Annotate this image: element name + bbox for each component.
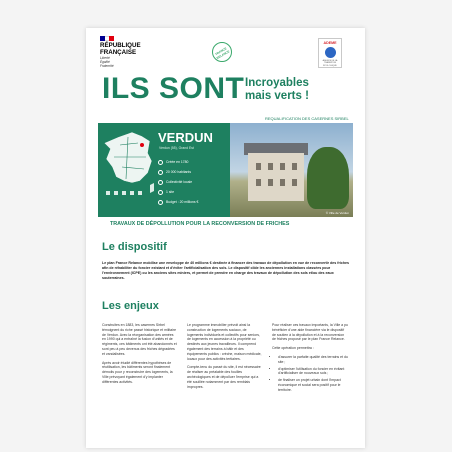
fact-item [158, 167, 216, 177]
key-facts-list [158, 157, 216, 207]
paragraph: Construites en 1883, les casernes Sirbel témoignent du riche passé historique et militaire de Verdun. Avec la réorganisation des armées en 1990 qui a entraîné la fusion d'unités et de régiments, ces bâtiments ont été abandonnés et sont peu à peu devenus des friches dégradées et vandalisées. [102, 323, 177, 356]
fact-text: 1 site [166, 190, 175, 194]
france-map-icon [98, 123, 163, 217]
window [292, 163, 297, 170]
dispositif-text: Le plan France Relance mobilise une enveloppe de 40 millions € destinée à financer des travaux de dépollution en vue de reconvertir des friches afin de réhabiliter du foncier existant et d'éviter l'artificialisation des sols. Le dispositif cible les anciennes installations classées pour l'environnement (ICPE) ou les anciens sites miniers, et permet de prendre en charge des travaux de dépollution des sols et/ou des eaux souterraines. [102, 261, 350, 280]
window [268, 163, 273, 170]
flag-red-band [109, 36, 114, 41]
list-item: • d'assurer la parfaite qualité des terrains et du site ; [278, 355, 348, 365]
fact-text: Créée en 1780 [166, 160, 189, 164]
calendar-icon [158, 160, 163, 165]
ademe-subtitle: AGENCE DE LA TRANSITION ÉCOLOGIQUE [322, 60, 338, 67]
building-facade [248, 153, 304, 201]
dispositif-title: Le dispositif [102, 241, 167, 253]
euro-icon [158, 200, 163, 205]
list-item: • d'optimiser l'utilisation du foncier en évitant d'artificialiser de nouveaux sols ; [278, 367, 348, 377]
republique-francaise-logo [100, 36, 160, 68]
project-banner [98, 123, 353, 217]
fact-item [158, 197, 216, 207]
travaux-heading: TRAVAUX DE DÉPOLLUTION POUR LA RECONVERSION DE FRICHES [110, 221, 290, 227]
photo-caption: © Ville de Verdun [325, 211, 349, 215]
enjeux-column-1 [102, 323, 178, 389]
city-name: VERDUN [158, 130, 213, 145]
casernes-photo [230, 123, 353, 217]
republic-name: RÉPUBLIQUE FRANÇAISE [100, 42, 141, 56]
benefits-list [272, 355, 348, 393]
fact-text: Collectivité locale [166, 180, 193, 184]
fact-text: 20 000 habitants [166, 170, 192, 174]
area-icon [158, 190, 163, 195]
window [268, 179, 273, 186]
city-location: Verdun (55), Grand Est [159, 146, 194, 150]
ademe-logo [318, 38, 342, 68]
ademe-name: ADEME [323, 41, 337, 45]
window [292, 179, 297, 186]
enjeux-column-3 [272, 323, 348, 395]
relance-logo-text: FRANCE RELANCE [214, 46, 231, 61]
tree [307, 147, 349, 209]
paragraph: Compte-tenu du passé du site, il est nécessaire de réaliser au préalable des fouilles archéologiques et de dépolluer l'emprise qui a été souillée notamment par des remblais impropres. [187, 365, 261, 389]
paragraph: Après avoir étudié différentes hypothèses de réutilisation, les bâtiments seront finalement démolis pour y reconstruire des logements, la Ville prévoyant également d'y implanter différentes activités. [102, 360, 173, 384]
window [280, 179, 285, 186]
people-icon [158, 170, 163, 175]
fact-text: Budget : 20 millions € [166, 200, 199, 204]
window [256, 179, 261, 186]
list-item: • de finaliser un projet urbain dont l'impact économique et social sera positif pour le territoire. [278, 378, 348, 392]
window [280, 163, 285, 170]
main-title: ILS SONT [102, 72, 245, 105]
window [256, 163, 261, 170]
republic-motto: Liberté Égalité Fraternité [100, 56, 114, 68]
fact-item [158, 177, 216, 187]
requalification-label: REQUALIFICATION DES CASERNES SIRBEL [265, 116, 349, 121]
paragraph: Le programme immobilier prévoit ainsi la construction de logements sociaux, de logements individuels et collectifs pour seniors, de logements en accession à la propriété ou destinés aux jeunes travailleurs. Il comprend également des terrains à bâtir et des équipements publics : crèche, maison médicale, locaux pour des activités tertiaires. [187, 323, 262, 361]
paragraph: Cette opération permettra : [272, 346, 314, 351]
fact-item [158, 157, 216, 167]
fact-item [158, 187, 216, 197]
document-page [86, 28, 365, 448]
enjeux-column-2 [187, 323, 263, 393]
enjeux-title: Les enjeux [102, 300, 159, 312]
building-icon [158, 180, 163, 185]
france-relance-logo [212, 42, 232, 62]
subtitle: Incroyables mais verts ! [245, 77, 309, 102]
ademe-emblem-icon [325, 47, 336, 58]
french-flag-icon [100, 36, 114, 41]
paragraph: Pour réaliser ces travaux importants, la Ville a pu bénéficier d'une aide financière via le dispositif de soutien à la dépollution et à la reconversion de friches proposé par le plan France Relance. [272, 323, 348, 342]
